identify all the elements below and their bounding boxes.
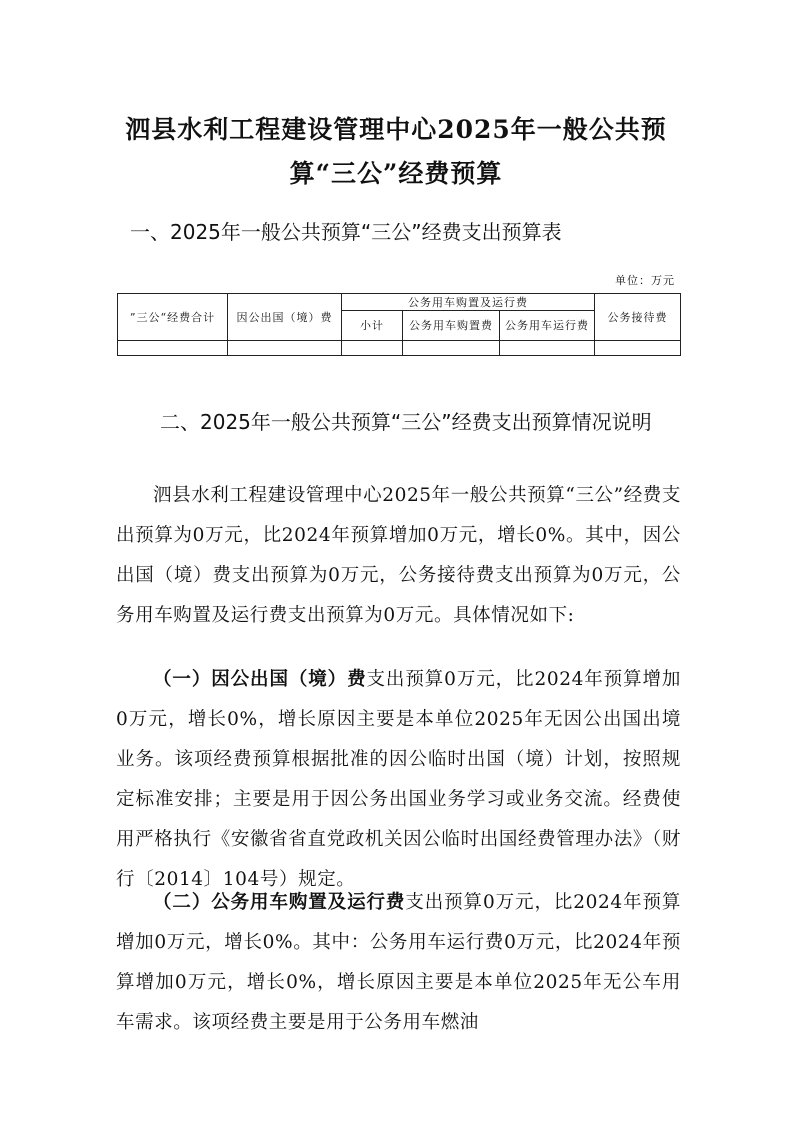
header-vehicle-group: 公务用车购置及运行费 bbox=[342, 294, 595, 311]
budget-table bbox=[117, 293, 681, 356]
paragraph-vehicle-text: 支出预算0万元，比2024年预算增加0万元，增长0%。其中：公务用车运行费0万元，比2024年预算增加0万元，增长0%，增长原因主要是本单位2025年无公车用车需求。该项经费主要是用于公务用车燃油 bbox=[116, 892, 681, 1033]
document-title: 泗县水利工程建设管理中心2025年一般公共预算“三公”经费预算 bbox=[125, 115, 667, 188]
header-subtotal: 小计 bbox=[342, 311, 403, 341]
header-vehicle-operation: 公务用车运行费 bbox=[500, 311, 595, 341]
table-cell bbox=[118, 341, 228, 356]
paragraph-abroad-text: 支出预算0万元，比2024年预算增加0万元，增长0%，增长原因主要是本单位2025年无因公出国出境业务。该项经费预算根据批准的因公临时出国（境）计划，按照规定标准安排；主要是用于因公务出国业务学习或业务交流。经费使用严格执行《安徽省省直党政机关因公临时出国经费管理办法》（财行〔2014〕104号）规定。 bbox=[116, 669, 681, 890]
section-2-heading bbox=[116, 403, 676, 441]
table-cell bbox=[228, 341, 342, 356]
table-cell bbox=[500, 341, 595, 356]
table-header-row bbox=[118, 294, 681, 311]
paragraph-vehicle-lead: （二）公务用车购置及运行费 bbox=[153, 892, 406, 913]
section-2-heading-text: 二、2025年一般公共预算“三公”经费支出预算情况说明 bbox=[160, 410, 652, 434]
table-cell bbox=[403, 341, 500, 356]
header-abroad: 因公出国（境）费 bbox=[228, 294, 342, 341]
section-1-heading: 一、2025年一般公共预算“三公”经费支出预算表 bbox=[130, 220, 562, 244]
table-cell bbox=[595, 341, 681, 356]
header-vehicle-purchase: 公务用车购置费 bbox=[403, 311, 500, 341]
paragraph-summary: 泗县水利工程建设管理中心2025年一般公共预算“三公”经费支出预算为0万元，比2024年预算增加0万元，增长0%。其中，因公出国（境）费支出预算为0万元，公务接待费支出预算为0万元，公务用车购置及运行费支出预算为0万元。具体情况如下: bbox=[116, 485, 681, 626]
header-reception: 公务接待费 bbox=[595, 294, 681, 341]
unit-label: 单位：万元 bbox=[615, 274, 675, 287]
header-total: ”三公“经费合计 bbox=[118, 294, 228, 341]
paragraph-abroad bbox=[116, 660, 681, 900]
paragraph-vehicle bbox=[116, 883, 681, 1043]
paragraph-abroad-lead: （一）因公出国（境）费 bbox=[153, 669, 367, 690]
table-row bbox=[118, 341, 681, 356]
table-cell bbox=[342, 341, 403, 356]
